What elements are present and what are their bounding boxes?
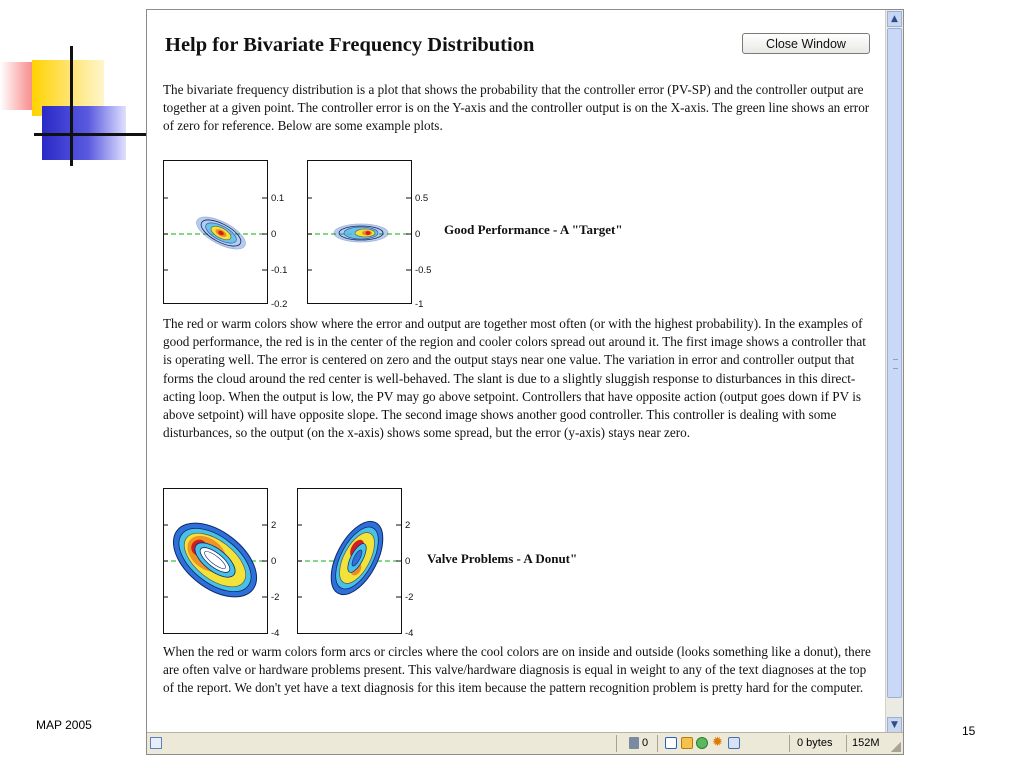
memory-usage: 152M bbox=[852, 737, 880, 749]
skype-icon[interactable] bbox=[665, 737, 677, 749]
good-performance-plot-2 bbox=[307, 160, 439, 310]
vertical-scrollbar[interactable] bbox=[885, 10, 903, 734]
status-divider bbox=[657, 735, 658, 752]
tick-label: 0 bbox=[405, 556, 411, 567]
scrollbar-grip-icon bbox=[893, 359, 898, 369]
page-status-icon bbox=[150, 737, 162, 749]
settings-gear-icon[interactable]: ✹ bbox=[712, 735, 723, 750]
tick-label: -2 bbox=[405, 592, 414, 603]
slide-decoration-horizontal-line bbox=[34, 133, 150, 136]
status-divider bbox=[616, 735, 617, 752]
tick-label: 0.1 bbox=[271, 193, 285, 204]
tick-label: -1 bbox=[415, 299, 424, 310]
page-title: Help for Bivariate Frequency Distribution bbox=[165, 34, 535, 56]
valve-problem-plot-1 bbox=[163, 488, 291, 640]
good-performance-caption: Good Performance - A "Target" bbox=[444, 222, 623, 237]
trash-count: 0 bbox=[642, 737, 649, 749]
valve-problems-paragraph: When the red or warm colors form arcs or circles where the cool colors are on inside and outside (looks something like a donut), there are often valve or hardware problems present. This valve/hardware diagnosis is equal in weight to any of the text diagnoses at the top of the report. We don't yet have a text diagnosis for this item because the pattern recognition problem is pretty hard for the computer. bbox=[163, 644, 871, 696]
valve-problems-caption: Valve Problems - A Donut" bbox=[427, 551, 578, 566]
scroll-down-arrow-icon[interactable]: ▼ bbox=[887, 717, 902, 733]
tick-label: 0 bbox=[271, 229, 277, 240]
scrollbar-thumb[interactable] bbox=[887, 28, 902, 698]
trash-icon[interactable] bbox=[629, 737, 639, 749]
help-window bbox=[146, 9, 904, 755]
status-bar bbox=[147, 732, 903, 754]
good-performance-paragraph: The red or warm colors show where the error and output are together most often (or with the highest probability). In the examples of good performance, the red is in the center of the region and cooler colors spread out around it. The first image shows a controller that is operating well. The error is centered on zero and the output stays near one value. The variation in error and controller output that forms the cloud around the red center is well-behaved. The slant is due to a slightly sluggish response to disturbances in this direct-acting loop. When the output is low, the PV may go above setpoint. Controllers that have opposite action (output goes down if PV is above setpoint) will have opposite slope. The second image shows another good controller. This controller is dealing with some disturbances, so the output (on the x-axis) shows some spread, but the error (y-axis) stays near zero. bbox=[163, 316, 866, 441]
slide-page-number: 15 bbox=[962, 724, 976, 738]
tick-label: 2 bbox=[271, 520, 277, 531]
status-divider bbox=[846, 735, 847, 752]
tick-label: -0.2 bbox=[271, 299, 288, 310]
scroll-up-arrow-icon[interactable]: ▲ bbox=[887, 11, 902, 27]
good-performance-plot-1 bbox=[163, 160, 293, 310]
bytes-counter: 0 bytes bbox=[797, 737, 833, 749]
valve-problem-plot-2 bbox=[297, 488, 425, 640]
tick-label: -2 bbox=[271, 592, 280, 603]
tick-label: 0 bbox=[415, 229, 421, 240]
help-content bbox=[147, 10, 885, 734]
tick-label: 2 bbox=[405, 520, 411, 531]
tick-label: 0.5 bbox=[415, 193, 429, 204]
resize-grip-icon[interactable] bbox=[891, 742, 901, 752]
tick-label: -4 bbox=[405, 628, 414, 639]
slide-footer-label: MAP 2005 bbox=[36, 718, 92, 732]
popup-blocker-icon[interactable] bbox=[681, 737, 693, 749]
slide-decoration-vertical-line bbox=[70, 46, 73, 166]
page-info-icon[interactable] bbox=[728, 737, 740, 749]
tick-label: 0 bbox=[271, 556, 277, 567]
tick-label: -0.5 bbox=[415, 265, 432, 276]
close-window-button[interactable]: Close Window bbox=[742, 33, 870, 54]
status-divider bbox=[789, 735, 790, 752]
intro-paragraph: The bivariate frequency distribution is a plot that shows the probability that the controller error (PV-SP) and the controller output are together at a given point. The controller error is on the Y-axis and the controller output is on the X-axis. The green line shows an error of zero for reference. Below are some example plots. bbox=[163, 82, 870, 134]
security-status-icon[interactable] bbox=[696, 737, 708, 749]
tick-label: -0.1 bbox=[271, 265, 288, 276]
contour-cloud bbox=[334, 224, 388, 242]
tick-label: -4 bbox=[271, 628, 280, 639]
